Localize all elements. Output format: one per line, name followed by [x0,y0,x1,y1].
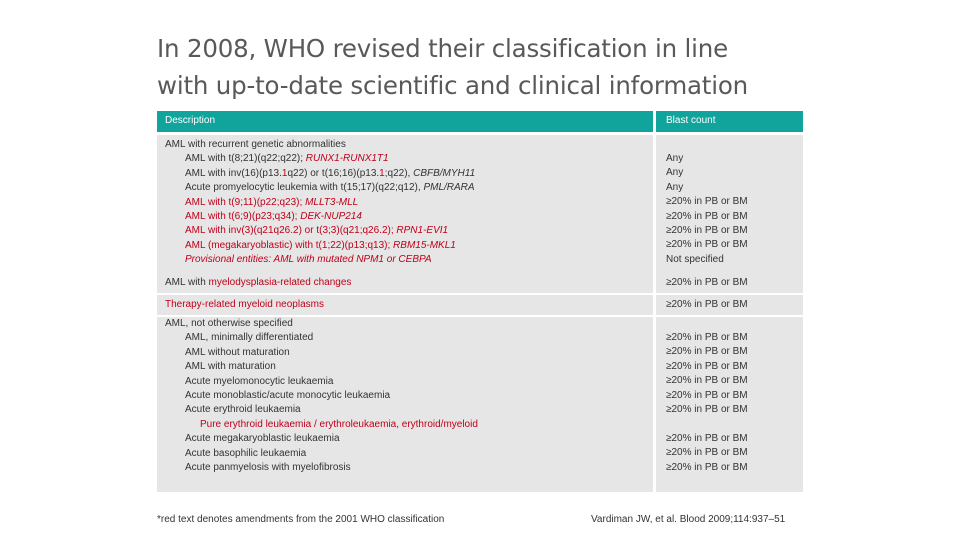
list-item: Acute promyelocytic leukemia with t(15;17)(q22;q12), PML/RARA [185,182,475,194]
list-item: AML, minimally differentiated [185,332,314,344]
table-header-row [157,111,803,132]
list-item: AML with t(9;11)(p22;q23); MLLT3-MLL [185,196,359,208]
blast-value: ≥20% in PB or BM [666,224,748,236]
row-description: AML with myelodysplasia-related changes [165,277,352,288]
header-description: Description [165,115,216,126]
description-cell [157,317,653,492]
list-item: AML with t(6;9)(p23;q34); DEK-NUP214 [185,210,362,222]
table-row-recurrent-genetic [157,135,803,281]
row-description: Therapy-related myeloid neoplasms [165,299,324,310]
blast-value: ≥20% in PB or BM [666,447,748,459]
blast-count-cell [656,273,803,293]
table-row-myelodysplasia [157,273,803,293]
blast-value: ≥20% in PB or BM [666,346,748,358]
blast-value: ≥20% in PB or BM [666,360,748,372]
list-item: Acute megakaryoblastic leukaemia [185,433,340,445]
citation: Vardiman JW, et al. Blood 2009;114:937–51 [591,514,786,525]
list-item: AML with t(8;21)(q22;q22); RUNX1-RUNX1T1 [185,153,389,165]
list-item: Acute monoblastic/acute monocytic leukaemia [185,389,391,401]
blast-value: ≥20% in PB or BM [666,239,748,251]
blast-count-cell [656,135,803,281]
blast-value: ≥20% in PB or BM [666,210,748,222]
slide-title [157,30,857,104]
list-item: AML (megakaryoblastic) with t(1;22)(p13;q13); RBM15-MKL1 [185,239,456,251]
blast-value: ≥20% in PB or BM [666,299,748,310]
blast-value: ≥20% in PB or BM [666,375,748,387]
description-cell [157,273,653,293]
header-cell-blast-count [656,111,803,132]
footnote: *red text denotes amendments from the 2001 WHO classification [157,514,445,525]
group-heading: AML, not otherwise specified [165,318,293,329]
blast-spacer [666,417,748,431]
slide-title-line-1: In 2008, WHO revised their classification in line [157,34,728,63]
list-item: AML with inv(3)(q21q26.2) or t(3;3)(q21;q26.2); RPN1-EVI1 [185,225,449,237]
blast-value: ≥20% in PB or BM [666,277,748,288]
group-heading: AML with recurrent genetic abnormalities [165,139,346,150]
list-item: AML with inv(16)(p13.1q22) or t(16;16)(p13.1;q22), CBFB/MYH11 [185,167,476,179]
blast-value: ≥20% in PB or BM [666,403,748,415]
table-row-not-otherwise-specified [157,317,803,492]
blast-value: ≥20% in PB or BM [666,332,748,343]
blast-value: ≥20% in PB or BM [666,432,748,444]
description-cell [157,135,653,281]
list-item: Acute erythroid leukaemia [185,404,301,416]
blast-count-cell [656,317,803,492]
list-item: Acute myelomonocytic leukaemia [185,375,334,387]
blast-count-cell [656,295,803,315]
list-item: AML with maturation [185,361,276,373]
table-row-therapy-related [157,295,803,315]
list-item: Pure erythroid leukaemia / erythroleukaemia, erythroid/myeloid [200,418,478,430]
list-item: Acute basophilic leukaemia [185,447,307,459]
blast-value: Any [666,167,684,179]
blast-value: Any [666,181,684,193]
blast-value: ≥20% in PB or BM [666,196,748,208]
blast-value: ≥20% in PB or BM [666,461,748,473]
list-item: Acute panmyelosis with myelofibrosis [185,461,351,473]
blast-value: Not specified [666,253,724,265]
description-cell [157,295,653,315]
blast-value: ≥20% in PB or BM [666,389,748,401]
slide-title-line-2: with up-to-date scientific and clinical information [157,71,748,100]
header-blast-count: Blast count [666,115,716,126]
list-item: Provisional entities: AML with mutated NPM1 or CEBPA [185,254,432,266]
list-item: AML without maturation [185,346,290,358]
header-cell-description [157,111,653,132]
blast-value: Any [666,153,684,164]
